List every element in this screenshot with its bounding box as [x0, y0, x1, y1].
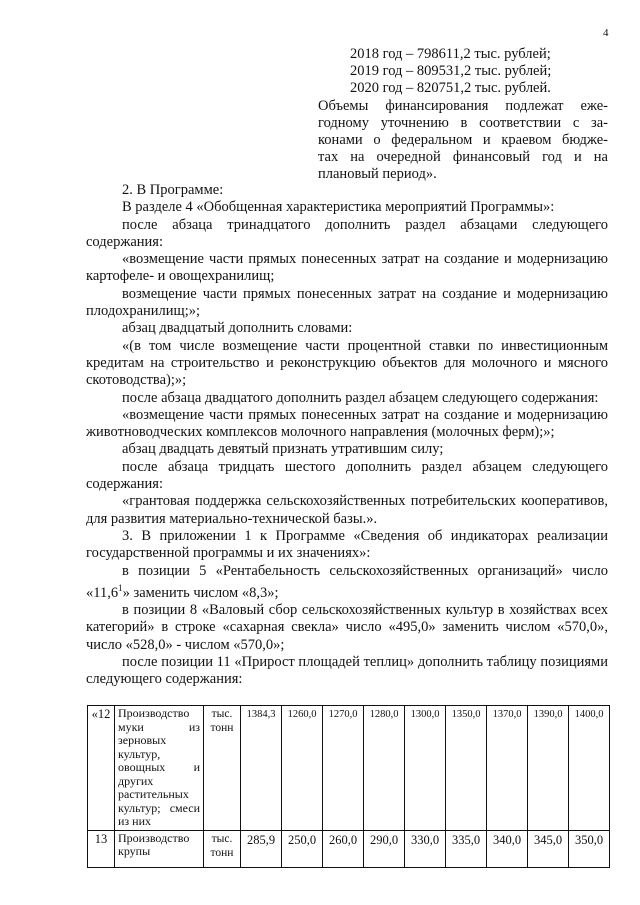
- financing-note: [318, 98, 608, 183]
- unit-cell: тыс. тонн: [204, 830, 241, 867]
- paragraph: после позиции 11 «Прирост площадей теплиц» дополнить таблицу позициями следующего содержания:: [86, 653, 608, 688]
- document-body: [86, 182, 608, 688]
- note-line: тах на очередной финансовый год и на: [318, 149, 608, 165]
- paragraph: [86, 563, 608, 602]
- paragraph: В разделе 4 «Обобщенная характеристика мероприятий Программы»:: [122, 199, 555, 216]
- table-row: [88, 706, 610, 831]
- financing-line: 2020 год – 820751,2 тыс. рублей.: [350, 80, 551, 96]
- paragraph: «(в том числе возмещение части процентной ставки по инвестиционным кредитам на строительство и реконструкцию объектов для молочного и мясного скотоводства);»;: [86, 337, 608, 389]
- value-cell: 345,0: [528, 830, 569, 867]
- paragraph-part: » заменить числом «8,3»;: [122, 584, 279, 601]
- value-cell: 1270,0: [323, 706, 364, 831]
- value-cell: 1350,0: [446, 706, 487, 831]
- value-cell: 340,0: [487, 830, 528, 867]
- page-number: 4: [603, 27, 609, 39]
- value-cell: 350,0: [569, 830, 610, 867]
- paragraph: возмещение части прямых понесенных затрат на создание и модернизацию плодохранилищ;»;: [86, 285, 608, 320]
- footnote-mark: 1: [118, 582, 123, 593]
- value-cell: 1280,0: [364, 706, 405, 831]
- unit-cell: тыс. тонн: [204, 706, 241, 831]
- paragraph: абзац двадцать девятый признать утратившим силу;: [122, 441, 444, 458]
- value-cell: 335,0: [446, 830, 487, 867]
- indicators-table: [87, 705, 610, 868]
- position-number: «12: [88, 706, 115, 831]
- indicator-name: Производство муки из зерновых культур, овощных и других растительных культур; смеси из них: [115, 706, 204, 831]
- financing-line: 2019 год – 809531,2 тыс. рублей;: [350, 63, 552, 79]
- paragraph-part: в позиции 5 «Рентабельность сельскохозяйственных организаций» число «11,6: [86, 562, 608, 601]
- indicator-name: Производство крупы: [115, 830, 204, 867]
- value-cell: 1400,0: [569, 706, 610, 831]
- financing-line: 2018 год – 798611,2 тыс. рублей;: [350, 46, 551, 62]
- value-cell: 250,0: [282, 830, 323, 867]
- paragraph: абзац двадцатый дополнить словами:: [122, 320, 353, 337]
- value-cell: 1300,0: [405, 706, 446, 831]
- section-heading: 2. В Программе:: [122, 182, 224, 198]
- paragraph: «возмещение части прямых понесенных затрат на создание и модернизацию животноводческих комплексов молочного направления (молочных ферм);»;: [86, 406, 608, 441]
- value-cell: 1384,3: [241, 706, 282, 831]
- paragraph: после абзаца тридцать шестого дополнить раздел абзацем следующего содержания:: [86, 458, 608, 493]
- value-cell: 1390,0: [528, 706, 569, 831]
- note-line: Объемы финансирования подлежат еже-: [318, 98, 608, 114]
- paragraph: «возмещение части прямых понесенных затрат на создание и модернизацию картофеле- и овощехранилищ;: [86, 251, 608, 285]
- paragraph: в позиции 8 «Валовый сбор сельскохозяйственных культур в хозяйствах всех категорий» в строке «сахарная свекла» число «495,0» заменить числом «570,0», число «528,0» - числом «570,0»;: [86, 601, 608, 653]
- section-heading: 3. В приложении 1 к Программе «Сведения об индикаторах реализации государственной программы и их значениях»:: [86, 527, 608, 562]
- position-number: 13: [88, 830, 115, 867]
- value-cell: 330,0: [405, 830, 446, 867]
- note-line: конами о федеральном и краевом бюдже-: [318, 132, 608, 148]
- value-cell: 260,0: [323, 830, 364, 867]
- note-line: годному уточнению в соответствии с за-: [318, 115, 608, 131]
- value-cell: 1260,0: [282, 706, 323, 831]
- value-cell: 285,9: [241, 830, 282, 867]
- value-cell: 290,0: [364, 830, 405, 867]
- financing-block: [350, 46, 551, 97]
- paragraph: после абзаца тринадцатого дополнить раздел абзацами следующего содержания:: [86, 216, 608, 250]
- paragraph: «грантовая поддержка сельскохозяйственных потребительских кооперативов, для развития материально-технической базы.».: [86, 493, 608, 527]
- note-line: плановый период».: [318, 166, 437, 182]
- paragraph: после абзаца двадцатого дополнить раздел абзацем следующего содержания:: [122, 389, 599, 406]
- table-row: [88, 830, 610, 867]
- value-cell: 1370,0: [487, 706, 528, 831]
